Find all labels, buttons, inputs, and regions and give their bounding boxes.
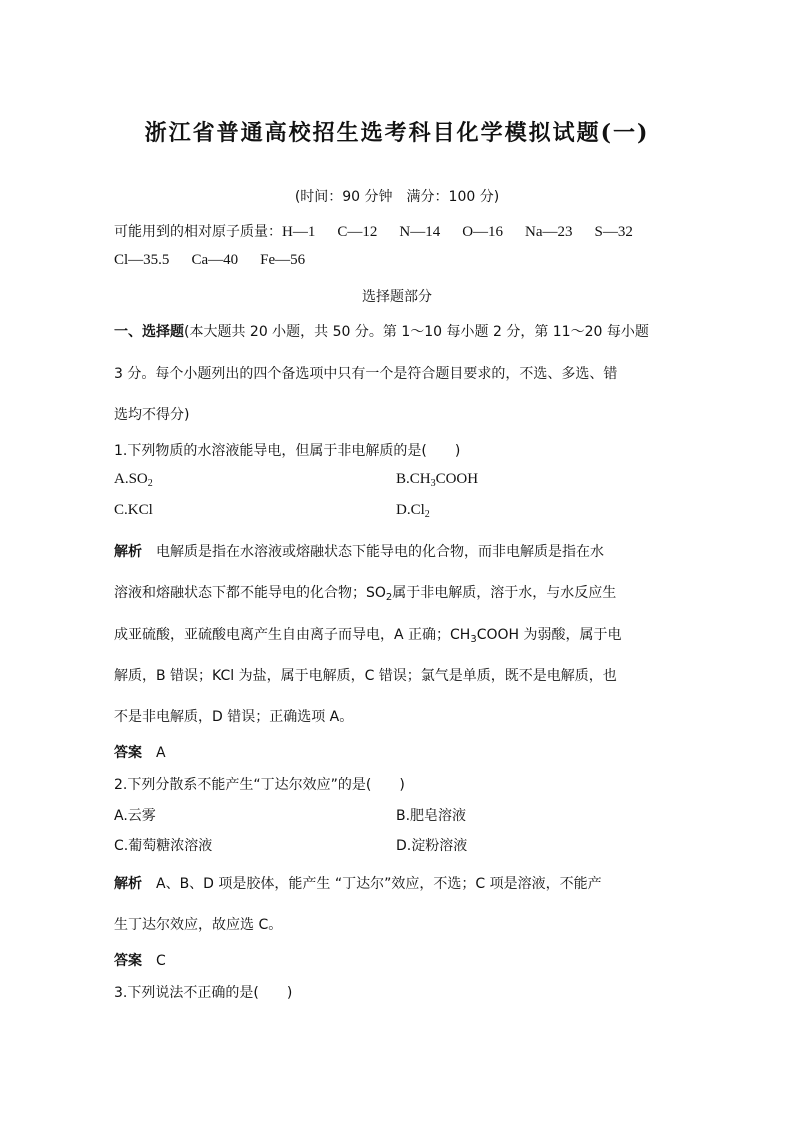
q2-analysis-label: 解析 xyxy=(114,876,142,892)
q1-option-b xyxy=(396,471,478,488)
atomic-mass-n: N—14 xyxy=(399,224,441,240)
q1-analysis-sub-2: 2 xyxy=(385,592,393,603)
q1-answer xyxy=(114,742,166,762)
q1-option-b-sub: 3 xyxy=(430,478,436,489)
time-info: (时间：90 分钟 满分：100 分) xyxy=(294,189,500,205)
q2-answer-value: C xyxy=(156,953,166,969)
part-one-intro-line-2: 3 分。每个小题列出的四个备选项中只有一个是符合题目要求的，不选、多选、错 xyxy=(114,366,618,382)
q1-stem: 1.下列物质的水溶液能导电，但属于非电解质的是( ) xyxy=(114,443,461,459)
q2-option-d: D.淀粉溶液 xyxy=(396,838,468,854)
q2-stem: 2.下列分散系不能产生“丁达尔效应”的是( ) xyxy=(114,777,405,793)
q1-analysis-text-1: 电解质是指在水溶液或熔融状态下能导电的化合物，而非电解质是指在水 xyxy=(156,544,604,560)
atomic-mass-fe: Fe—56 xyxy=(260,252,306,268)
atomic-mass-o: O—16 xyxy=(462,224,504,240)
q2-analysis-line-2: 生丁达尔效应，故应选 C。 xyxy=(114,917,283,933)
q1-option-a xyxy=(114,471,153,488)
q2-option-c: C.葡萄糖浓溶液 xyxy=(114,838,213,854)
atomic-mass-line-1 xyxy=(114,221,633,241)
q1-option-b-text-end: COOH xyxy=(435,471,479,487)
atomic-mass-cl: Cl—35.5 xyxy=(114,252,170,268)
part-one-intro-1: (本大题共 20 小题，共 50 分。第 1～10 每小题 2 分，第 11～20 每小题 xyxy=(184,324,649,340)
part-one-intro-line-3: 选均不得分) xyxy=(114,407,190,423)
q1-answer-value: A xyxy=(156,745,166,761)
q1-option-d xyxy=(396,502,430,519)
page-title: 浙江省普通高校招生选考科目化学模拟试题(一) xyxy=(144,120,650,146)
q1-analysis-text-2b: 属于非电解质，溶于水，与水反应生 xyxy=(392,585,617,601)
atomic-mass-h: H—1 xyxy=(282,224,316,240)
q2-answer xyxy=(114,950,166,970)
q1-option-c: C.KCl xyxy=(114,502,153,518)
atomic-mass-prefix: 可能用到的相对原子质量： xyxy=(114,224,282,240)
part-one-heading: 一、选择题 xyxy=(114,324,184,340)
q1-answer-label: 答案 xyxy=(114,745,142,761)
atomic-mass-s: S—32 xyxy=(594,224,633,240)
q2-analysis-text-1: A、B、D 项是胶体，能产生 “丁达尔”效应，不选；C 项是溶液，不能产 xyxy=(156,876,602,892)
q3-stem: 3.下列说法不正确的是( ) xyxy=(114,985,293,1001)
q1-analysis-text-3a: 成亚硫酸，亚硫酸电离产生自由离子而导电，A 正确；CH xyxy=(114,627,471,643)
q1-analysis-text-3b: COOH 为弱酸，属于电 xyxy=(476,627,622,643)
q1-option-b-text: B.CH xyxy=(396,471,431,487)
atomic-mass-ca: Ca—40 xyxy=(191,252,239,268)
q1-analysis-line-2 xyxy=(114,582,616,602)
q1-analysis-label: 解析 xyxy=(114,544,142,560)
q1-option-d-text: D.Cl xyxy=(396,502,425,518)
q2-answer-label: 答案 xyxy=(114,953,142,969)
part-one-intro-line-1 xyxy=(114,321,649,341)
atomic-mass-na: Na—23 xyxy=(525,224,573,240)
q1-option-d-sub: 2 xyxy=(424,509,430,520)
q2-option-b: B.肥皂溶液 xyxy=(396,808,467,824)
q1-analysis-line-4: 解质，B 错误；KCl 为盐，属于电解质，C 错误；氯气是单质，既不是电解质，也 xyxy=(114,668,617,684)
q1-analysis-line-3 xyxy=(114,624,622,644)
q1-analysis-text-2a: 溶液和熔融状态下都不能导电的化合物；SO xyxy=(114,585,386,601)
q2-option-a: A.云雾 xyxy=(114,808,156,824)
q1-analysis-sub-3: 3 xyxy=(470,634,477,645)
q2-analysis-line-1 xyxy=(114,873,602,893)
q1-option-a-sub: 2 xyxy=(147,478,153,489)
q1-analysis-line-5: 不是非电解质，D 错误；正确选项 A。 xyxy=(114,709,354,725)
atomic-mass-line-2 xyxy=(114,252,305,269)
q1-option-a-text: A.SO xyxy=(114,471,148,487)
q1-analysis-line-1 xyxy=(114,541,604,561)
section-heading: 选择题部分 xyxy=(362,289,432,305)
atomic-mass-c: C—12 xyxy=(337,224,378,240)
